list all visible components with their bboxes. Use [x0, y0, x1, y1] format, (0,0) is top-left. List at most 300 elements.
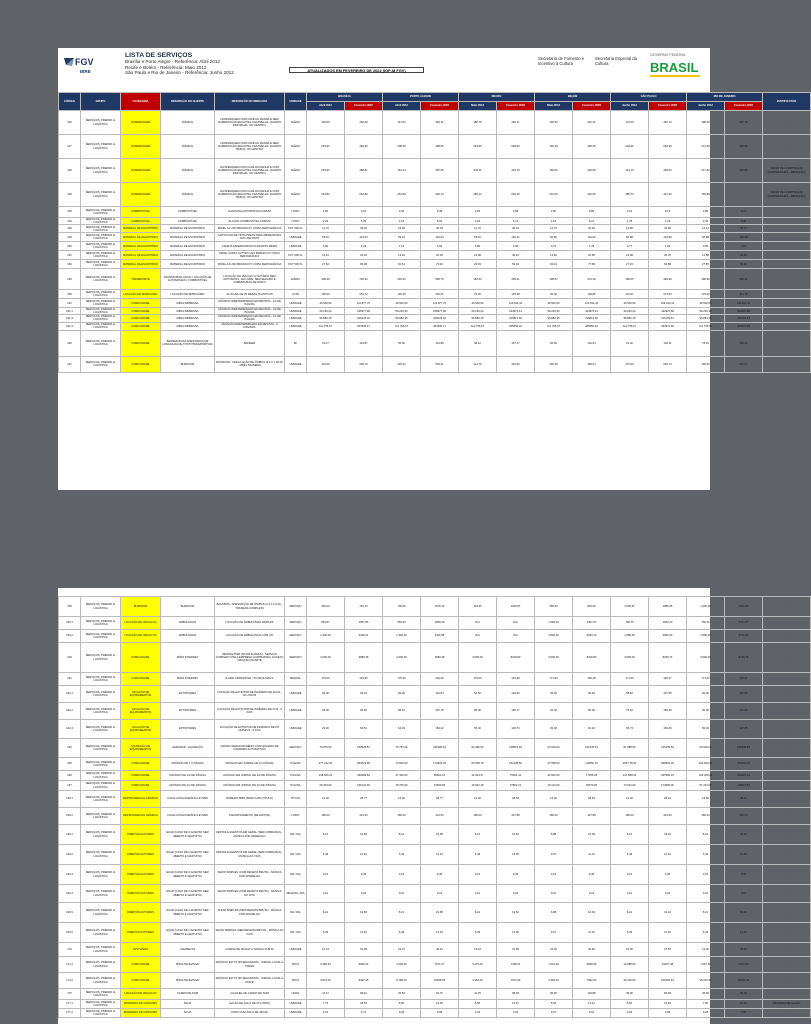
- table-cell: 1678,16: [421, 597, 459, 617]
- table-cell: RECEITA / DIA: [285, 885, 307, 903]
- table-cell: 159,2: [59, 630, 81, 643]
- table-cell: 1664,00: [649, 617, 687, 630]
- table-cell: 26,93: [459, 260, 497, 269]
- table-cell: [763, 330, 811, 356]
- table-cell: 165977,99: [345, 308, 383, 315]
- table-row: [59, 865, 811, 885]
- table-cell: 539,41: [421, 356, 459, 372]
- table-row: [59, 758, 811, 771]
- table-cell: 3.276,00: [459, 957, 497, 973]
- table-cell: 5,49: [687, 845, 725, 865]
- table-cell: MATERIAL DE ESCRITÓRIO: [161, 225, 215, 233]
- table-cell: -: [763, 703, 811, 720]
- table-cell: 61,00: [611, 330, 649, 356]
- table-row: [59, 290, 811, 299]
- table-cell: CAMISA DE MALHA C/ MANGA CURTA: [215, 943, 285, 957]
- table-row: [59, 903, 811, 923]
- table-cell: 276,00: [611, 356, 649, 372]
- table-cell: 12,92: [649, 845, 687, 865]
- table-cell: 1.619,00: [535, 957, 573, 973]
- table-cell: LOCAÇÃO DE AMBULÂNCIA SIMPLES: [215, 617, 285, 630]
- table-cell: ECAD (CASO DE O EVENTO SER ABERTO E GRATUITO): [161, 865, 215, 885]
- table-cell: 28,77: [345, 791, 383, 808]
- table-cell: 143,84: [421, 686, 459, 703]
- table-cell: SERVIÇOS, PREPAR. E LOGÍSTICA: [81, 808, 121, 825]
- table-cell: ANÚNCIO EM JORNAL DE 1/1 PÁGINA: [215, 758, 285, 771]
- table-cell: 398,96: [687, 269, 725, 290]
- table-cell: 13,05: [497, 923, 535, 943]
- table-cell: 5,49: [459, 845, 497, 865]
- table-cell: [763, 308, 811, 315]
- table-cell: COPO COM ÁGUA DE 300 ML: [215, 1009, 285, 1018]
- table-row: [59, 617, 811, 630]
- table-cell: 197: [59, 356, 81, 372]
- table-cell: 302,67: [421, 290, 459, 299]
- table-row: [59, 233, 811, 242]
- table-cell: 12,00: [687, 791, 725, 808]
- table-cell: 30,19: [497, 225, 535, 233]
- table-cell: [763, 290, 811, 299]
- table-cell: 0,90: [307, 242, 345, 251]
- table-cell: LOCAÇÃO DE EXTINTOR DE INCÊNDIO DE PÓ QUÍMICO - 6 KGS: [215, 720, 285, 739]
- table-cell: 2,66: [383, 207, 421, 218]
- table-cell: SERVIÇOS, PREPAR. E LOGÍSTICA: [81, 885, 121, 903]
- table-cell: 28,24: [725, 791, 763, 808]
- title-block: [125, 52, 234, 76]
- svg-text:IBRE: IBRE: [80, 69, 91, 74]
- table-cell: SPOT: [285, 973, 307, 989]
- table-cell: 6,89: [573, 207, 611, 218]
- table-cell: 171,00: [535, 673, 573, 686]
- table-cell: 239,25: [611, 135, 649, 159]
- table-cell: 95,33: [573, 686, 611, 703]
- table-cell: 2,12: [725, 242, 763, 251]
- table-cell: DIREITOS AUTORAIS: [121, 903, 161, 923]
- table-cell: M²: [285, 330, 307, 356]
- table-cell: 161,24: [383, 159, 421, 183]
- table-cell: 111.756,67: [459, 322, 497, 330]
- period-header: Fevereiro 2022: [497, 102, 535, 111]
- table-cell: SERVIÇOS, PREPAR. E LOGÍSTICA: [81, 989, 121, 1000]
- table-cell: M2 / DIA: [285, 845, 307, 865]
- table-row: [59, 808, 811, 825]
- table-cell: 13,07: [497, 1000, 535, 1009]
- table-cell: 39,50: [383, 989, 421, 1000]
- column-header: CATEGORIA: [121, 93, 161, 111]
- table-cell: 146,11: [649, 330, 687, 356]
- table-cell: UNIDADE: [285, 720, 307, 739]
- table-cell: 69.233,33: [535, 308, 573, 315]
- table-cell: 562,96: [649, 135, 687, 159]
- table-cell: PUBLICIDADE: [121, 771, 161, 781]
- table-cell: 35,00: [611, 989, 649, 1000]
- table-cell: PUBLICIDADE: [121, 758, 161, 771]
- table-cell: -: [763, 771, 811, 781]
- table-cell: 14,70: [307, 225, 345, 233]
- table-cell: -: [763, 989, 811, 1000]
- table-cell: 32,95: [573, 251, 611, 260]
- table-cell: 80,00: [459, 703, 497, 720]
- table-cell: 50,00: [687, 703, 725, 720]
- table-cell: 180,00: [687, 808, 725, 825]
- table-cell: 2,61: [611, 207, 649, 218]
- table-cell: DIÁRIA: [285, 183, 307, 207]
- table-cell: 0,77: [611, 242, 649, 251]
- table-cell: PUBLICIDADE: [121, 673, 161, 686]
- table-cell: -: [763, 845, 811, 865]
- table-cell: 19,68: [421, 903, 459, 923]
- svg-text:GOVERNO FEDERAL: GOVERNO FEDERAL: [650, 53, 686, 57]
- table-cell: UNIDADE: [285, 1009, 307, 1018]
- table-cell: 113050,15: [573, 758, 611, 771]
- table-cell: 19,52: [497, 825, 535, 845]
- table-cell: 147.889,00: [611, 771, 649, 781]
- table-cell: 169,4: [59, 885, 81, 903]
- table-cell: 60,00: [535, 330, 573, 356]
- table-cell: MENSAL: [285, 673, 307, 686]
- table-cell: 73,46: [421, 260, 459, 269]
- table-cell: 182,53: [459, 269, 497, 290]
- table-cell: MATERIAL DE ESCRITÓRIO: [121, 242, 161, 251]
- table-cell: 398,00: [687, 111, 725, 135]
- table-cell: PUBLICIDADE: [121, 299, 161, 308]
- table-cell: 144,75: [459, 356, 497, 372]
- table-cell: 162,3: [59, 720, 81, 739]
- table-cell: 161: [59, 673, 81, 686]
- table-cell: 45.120,00: [611, 973, 649, 989]
- table-cell: 251,72: [345, 290, 383, 299]
- table-cell: 31,95: [497, 943, 535, 957]
- table-cell: UNIDADE: [285, 943, 307, 957]
- table-cell: 385,72: [611, 183, 649, 207]
- table-row: [59, 885, 811, 903]
- table-row: [59, 673, 811, 686]
- table-cell: 19,32: [725, 903, 763, 923]
- table-cell: 15,95: [611, 943, 649, 957]
- table-cell: 0,65: [725, 1009, 763, 1018]
- table-cell: 5,21: [573, 218, 611, 225]
- table-cell: HOSPEDAGEM: [121, 111, 161, 135]
- table-cell: -: [763, 643, 811, 673]
- table-cell: 16,39: [573, 825, 611, 845]
- table-cell: 60,88: [611, 233, 649, 242]
- table-row: [59, 251, 811, 260]
- table-cell: 46,44: [421, 943, 459, 957]
- table-cell: -: [763, 135, 811, 159]
- table-cell: 845,05: [573, 597, 611, 617]
- table-cell: 5,49: [611, 845, 649, 865]
- table-cell: 1.589,25: [611, 630, 649, 643]
- table-cell: 33,74: [725, 225, 763, 233]
- table-row: [59, 957, 811, 973]
- table-cell: 196: [59, 330, 81, 356]
- table-cell: 138.606,00: [307, 771, 345, 781]
- table-cell: 131,86: [421, 330, 459, 356]
- table-cell: 5,39: [345, 218, 383, 225]
- table-cell: 867,79: [725, 111, 763, 135]
- table-cell: 64,33: [383, 720, 421, 739]
- table-cell: 177,1: [59, 1000, 81, 1009]
- table-cell: 175,00: [307, 673, 345, 686]
- table-cell: 15.012,00: [687, 973, 725, 989]
- table-cell: HOSPEDAGEM: [121, 135, 161, 159]
- table-cell: 69.233,33: [459, 308, 497, 315]
- table-cell: 98,05: [497, 989, 535, 1000]
- table-cell: LOCAÇÃO DE MOBILIÁRIO: [161, 290, 215, 299]
- table-cell: 5,49: [383, 845, 421, 865]
- table-cell: BANNER: [215, 330, 285, 356]
- table-row: [59, 225, 811, 233]
- table-cell: SERVIÇOS, PREPAR. E LOGÍSTICA: [81, 771, 121, 781]
- table-cell: 269,70: [345, 356, 383, 372]
- table-cell: 395,45: [573, 135, 611, 159]
- table-cell: 6,61: [345, 207, 383, 218]
- table-cell: SERVIÇO: [285, 617, 307, 630]
- table-cell: 50,00: [687, 686, 725, 703]
- table-cell: 126: [59, 111, 81, 135]
- table-cell: 2,19: [535, 218, 573, 225]
- table-cell: SERVIÇOS, PREPAR. E LOGÍSTICA: [81, 943, 121, 957]
- table-cell: 62,33: [345, 686, 383, 703]
- table-row: [59, 242, 811, 251]
- period-header: Abril 2012: [383, 102, 421, 111]
- table-cell: 11,10: [573, 923, 611, 943]
- table-cell: 76,62: [611, 703, 649, 720]
- table-cell: 700,00: [383, 597, 421, 617]
- table-row: [59, 308, 811, 315]
- table-row: [59, 159, 811, 183]
- table-cell: 769,88: [687, 183, 725, 207]
- table-cell: 169923,57: [345, 739, 383, 758]
- table-cell: 39,00: [307, 703, 345, 720]
- table-cell: 0,15: [459, 865, 497, 885]
- table-cell: EXTINTORES: [161, 686, 215, 703]
- table-cell: 7,73: [307, 1000, 345, 1009]
- table-cell: 46.500,00: [383, 299, 421, 308]
- table-cell: 5608,24: [345, 957, 383, 973]
- table-cell: 0,15: [687, 865, 725, 885]
- table-cell: UNIDADE: [285, 356, 307, 372]
- table-cell: M2 / DIA: [285, 825, 307, 845]
- table-cell: ANÚNCIO DE 1/2 DE PÁGINA: [161, 771, 215, 781]
- column-header: GRUPO: [81, 93, 121, 111]
- table-cell: MATERIAL DE ESCRITÓRIO: [121, 251, 161, 260]
- table-cell: 0,10: [611, 885, 649, 903]
- table-cell: 7992,23: [573, 973, 611, 989]
- table-cell: 10.288,00: [611, 957, 649, 973]
- table-cell: 46.500,00: [307, 299, 345, 308]
- table-cell: 344,09: [497, 356, 535, 372]
- table-row: [59, 111, 811, 135]
- table-cell: SERVIÇO: [285, 597, 307, 617]
- table-cell: 173990,00: [649, 781, 687, 791]
- table-cell: DIREITOS AUTORAIS: [121, 885, 161, 903]
- doc-title: LISTA DE SERVIÇOS: [125, 52, 193, 59]
- table-cell: 193,00: [307, 111, 345, 135]
- table-cell: ANÚNCIO EM JORNAL DE 1/2 DE PÁGINA: [215, 771, 285, 781]
- table-cell: N/A: [497, 617, 535, 630]
- table-row: [59, 771, 811, 781]
- table-cell: BUSDOOR: [161, 356, 215, 372]
- table-cell: 19,32: [725, 825, 763, 845]
- table-cell: UNIDADE: [285, 315, 307, 322]
- page-1: [58, 48, 806, 490]
- table-row: [59, 791, 811, 808]
- table-cell: 46.500,00: [459, 299, 497, 308]
- table-row: [59, 781, 811, 791]
- table-cell: 159,1: [59, 617, 81, 630]
- table-row: [59, 260, 811, 269]
- table-cell: -: [763, 1009, 811, 1018]
- table-cell: 148519,34: [497, 739, 535, 758]
- table-cell: 28,24: [649, 791, 687, 808]
- table-cell: 99,42: [345, 989, 383, 1000]
- table-cell: 3,67: [535, 845, 573, 865]
- table-cell: 146: [59, 218, 81, 225]
- table-cell: 3.541,00: [307, 973, 345, 989]
- table-cell: 0,33: [459, 1009, 497, 1018]
- table-cell: 207,78: [421, 703, 459, 720]
- table-cell: 13,08: [611, 251, 649, 260]
- table-cell: 3.200,00: [383, 957, 421, 973]
- table-cell: 3.362,00: [535, 973, 573, 989]
- table-cell: SERVIÇOS, PREPAR. E LOGÍSTICA: [81, 356, 121, 372]
- table-cell: 216153,67: [649, 315, 687, 322]
- table-cell: LIVRO: [285, 808, 307, 825]
- table-cell: 160: [59, 643, 81, 673]
- table-cell: 177,2: [59, 1009, 81, 1018]
- table-cell: 55,00: [383, 330, 421, 356]
- table-cell: 8,21: [307, 825, 345, 845]
- table-cell: 415,98: [497, 673, 535, 686]
- table-cell: SPOT: [285, 957, 307, 973]
- table-cell: M2 / DIA: [285, 865, 307, 885]
- table-cell: UNIDADE: [285, 233, 307, 242]
- table-cell: SERVIÇOS, PREPAR. E LOGÍSTICA: [81, 973, 121, 989]
- table-cell: 95.883,15: [383, 315, 421, 322]
- table-cell: 5,50: [459, 1000, 497, 1009]
- table-cell: 0,81: [497, 1009, 535, 1018]
- table-cell: -: [763, 957, 811, 973]
- table-cell: 17,91: [725, 1000, 763, 1009]
- table-cell: 13,16: [421, 923, 459, 943]
- price-table-1: [58, 92, 811, 373]
- table-cell: 8319,80: [573, 643, 611, 673]
- table-cell: 89661,67: [421, 771, 459, 781]
- table-cell: 111.756,67: [383, 322, 421, 330]
- table-cell: 8,21: [611, 825, 649, 845]
- table-cell: MÍDIA IMPRESSA: [161, 322, 215, 330]
- table-cell: 106166,61: [649, 973, 687, 989]
- table-cell: FICHA CATALOGRÁFICA E ISBN: [161, 791, 215, 808]
- table-cell: SERVIÇO: [285, 739, 307, 758]
- table-cell: FESTAS E EVENTOS EM GERAL (SEM COBRANÇA) - MÚSICA AO VIVO: [215, 845, 285, 865]
- table-cell: SERVIÇOS, PREPAR. E LOGÍSTICA: [81, 758, 121, 771]
- table-cell: 354,10: [649, 111, 687, 135]
- table-cell: 21,43: [307, 943, 345, 957]
- table-cell: 154,22: [421, 720, 459, 739]
- table-cell: RECARGA DE GALÃO: [763, 1000, 811, 1009]
- table-cell: 203,91: [307, 159, 345, 183]
- table-cell: MÍDIA IMPRESSA: [161, 308, 215, 315]
- table-cell: 69.233,33: [687, 308, 725, 315]
- table-cell: 2,16: [345, 242, 383, 251]
- table-cell: E-MAIL MARKETING - 50.000 E-MAILS: [215, 673, 285, 686]
- table-cell: SERVIÇOS, PREPAR. E LOGÍSTICA: [81, 923, 121, 943]
- table-cell: 12,88: [687, 251, 725, 260]
- table-cell: ANÚNCIO INDETERMINADO EM REVISTA - 1/2 DE PÁGINA: [215, 308, 285, 315]
- table-cell: 186,05: [611, 269, 649, 290]
- table-cell: 162907,68: [725, 308, 763, 315]
- table-cell: 7671,57: [421, 957, 459, 973]
- table-cell: [763, 315, 811, 322]
- table-cell: 3,67: [535, 923, 573, 943]
- table-cell: ANÚNCIO EM TV (30 SEGUNDOS) - JORNAL LOCAL A NOITE: [215, 973, 285, 989]
- table-cell: -: [763, 923, 811, 943]
- table-cell: 0,24: [573, 885, 611, 903]
- table-cell: 1.430,00: [307, 630, 345, 643]
- table-cell: ANÚNCIO EM TV (30 SEGUNDOS) - JORNAL LOCAL A TARDE: [215, 957, 285, 973]
- table-cell: SERVIÇOS, PREPAR. E LOGÍSTICA: [81, 825, 121, 845]
- table-cell: 63,88: [649, 260, 687, 269]
- table-cell: 30,64: [383, 260, 421, 269]
- table-cell: 41,25: [459, 989, 497, 1000]
- table-cell: 267835,17: [421, 322, 459, 330]
- table-cell: 1.006,67: [611, 597, 649, 617]
- table-cell: REPROGRAFIA E GRÁFICA: [121, 808, 161, 825]
- table-cell: 168,2: [59, 808, 81, 825]
- table-cell: SERVIÇOS, PREPAR. E LOGÍSTICA: [81, 957, 121, 973]
- table-cell: 59,02: [497, 260, 535, 269]
- table-cell: 35,29: [345, 225, 383, 233]
- table-cell: SERVIÇOS, PREPAR. E LOGÍSTICA: [81, 845, 121, 865]
- table-cell: PUBLICIDADE: [121, 781, 161, 791]
- table-cell: 145,38: [725, 233, 763, 242]
- table-cell: 5,49: [307, 845, 345, 865]
- table-cell: 3.500,00: [611, 643, 649, 673]
- table-cell: 589,75: [421, 269, 459, 290]
- table-cell: 0,28: [687, 1009, 725, 1018]
- table-cell: 191,3: [59, 315, 81, 322]
- table-cell: 409,29: [307, 269, 345, 290]
- table-cell: 145155,63: [649, 739, 687, 758]
- table-cell: LOCAÇÃO DE VEÍCULO UTILITÁRIO SEM MOTORISTA, KM LIVRE, SEM SEGURO E COBERTURAS DE RISCO: [215, 269, 285, 290]
- table-cell: 12,00: [611, 791, 649, 808]
- table-cell: 16268,55: [421, 973, 459, 989]
- table-cell: 423,54: [725, 808, 763, 825]
- table-cell: 19,68: [421, 825, 459, 845]
- table-cell: 265656,22: [497, 322, 535, 330]
- table-cell: 431,53: [421, 808, 459, 825]
- table-cell: SERVIÇOS, PREPAR. E LOGÍSTICA: [81, 739, 121, 758]
- table-cell: SERVIÇOS, PREPAR. E LOGÍSTICA: [81, 233, 121, 242]
- table-cell: 2,80: [307, 207, 345, 218]
- table-cell: ALUGUEL DE CARRO DE SOM: [215, 989, 285, 1000]
- table-row: [59, 218, 811, 225]
- table-cell: 1764,77: [725, 617, 763, 630]
- table-cell: 116,67: [611, 290, 649, 299]
- table-cell: 277.212,00: [307, 758, 345, 771]
- table-cell: ÁGUA: [161, 1000, 215, 1009]
- table-cell: 15,00: [535, 943, 573, 957]
- table-cell: 1,81: [649, 242, 687, 251]
- table-cell: GERADOR - AQUISIÇÃO: [161, 739, 215, 758]
- table-cell: 69.233,33: [611, 308, 649, 315]
- table-cell: 0,10: [459, 885, 497, 903]
- table-cell: 59,91: [459, 233, 497, 242]
- table-cell: 55,00: [459, 720, 497, 739]
- table-cell: 2,00: [497, 242, 535, 251]
